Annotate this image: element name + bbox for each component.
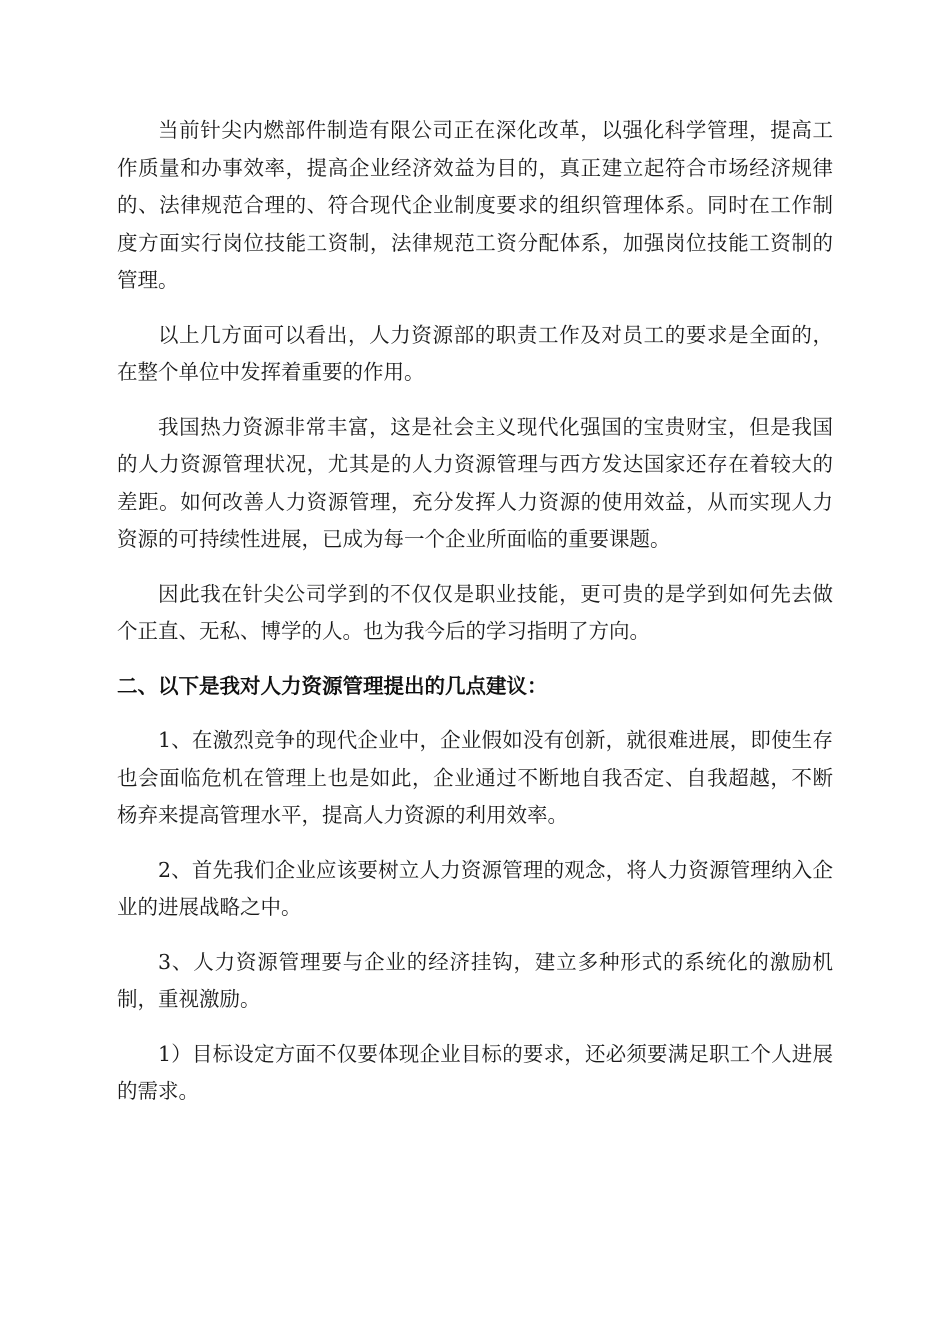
paragraph-suggestion-3-1: 1）目标设定方面不仅要体现企业目标的要求，还必须要满足职工个人进展的需求。 [117,1041,833,1103]
paragraph-suggestion-2: 2、首先我们企业应该要树立人力资源管理的观念，将人力资源管理纳入企业的进展战略之中。 [117,857,833,919]
paragraph-suggestion-3: 3、人力资源管理要与企业的经济挂钩，建立多种形式的系统化的激励机制，重视激励。 [117,949,833,1011]
paragraph-hr-status: 我国热力资源非常丰富，这是社会主义现代化强国的宝贵财宝，但是我国的人力资源管理状况，尤其是的人力资源管理与西方发达国家还存在着较大的差距。如何改善人力资源管理，充分发挥人力资源的使用效益，从而实现人力资源的可持续性进展，已成为每一个企业所面临的重要课题。 [117,414,833,551]
document-body [117,112,833,1128]
paragraph-hr-duties: 以上几方面可以看出，人力资源部的职责工作及对员工的要求是全面的，在整个单位中发挥着重要的作用。 [117,322,833,384]
paragraph-company-reform: 当前针尖内燃部件制造有限公司正在深化改革，以强化科学管理，提高工作质量和办事效率，提高企业经济效益为目的，真正建立起符合市场经济规律的、法律规范合理的、符合现代企业制度要求的组织管理体系。同时在工作制度方面实行岗位技能工资制，法律规范工资分配体系，加强岗位技能工资制的管理。 [117,118,833,292]
paragraph-suggestion-1: 1、在激烈竞争的现代企业中，企业假如没有创新，就很难进展，即使生存也会面临危机在管理上也是如此，企业通过不断地自我否定、自我超越，不断杨弃来提高管理水平，提高人力资源的利用效率。 [117,728,833,827]
paragraph-learning: 因此我在针尖公司学到的不仅仅是职业技能，更可贵的是学到如何先去做个正直、无私、博学的人。也为我今后的学习指明了方向。 [117,581,833,643]
section-heading: 二、以下是我对人力资源管理提出的几点建议： [117,673,548,698]
